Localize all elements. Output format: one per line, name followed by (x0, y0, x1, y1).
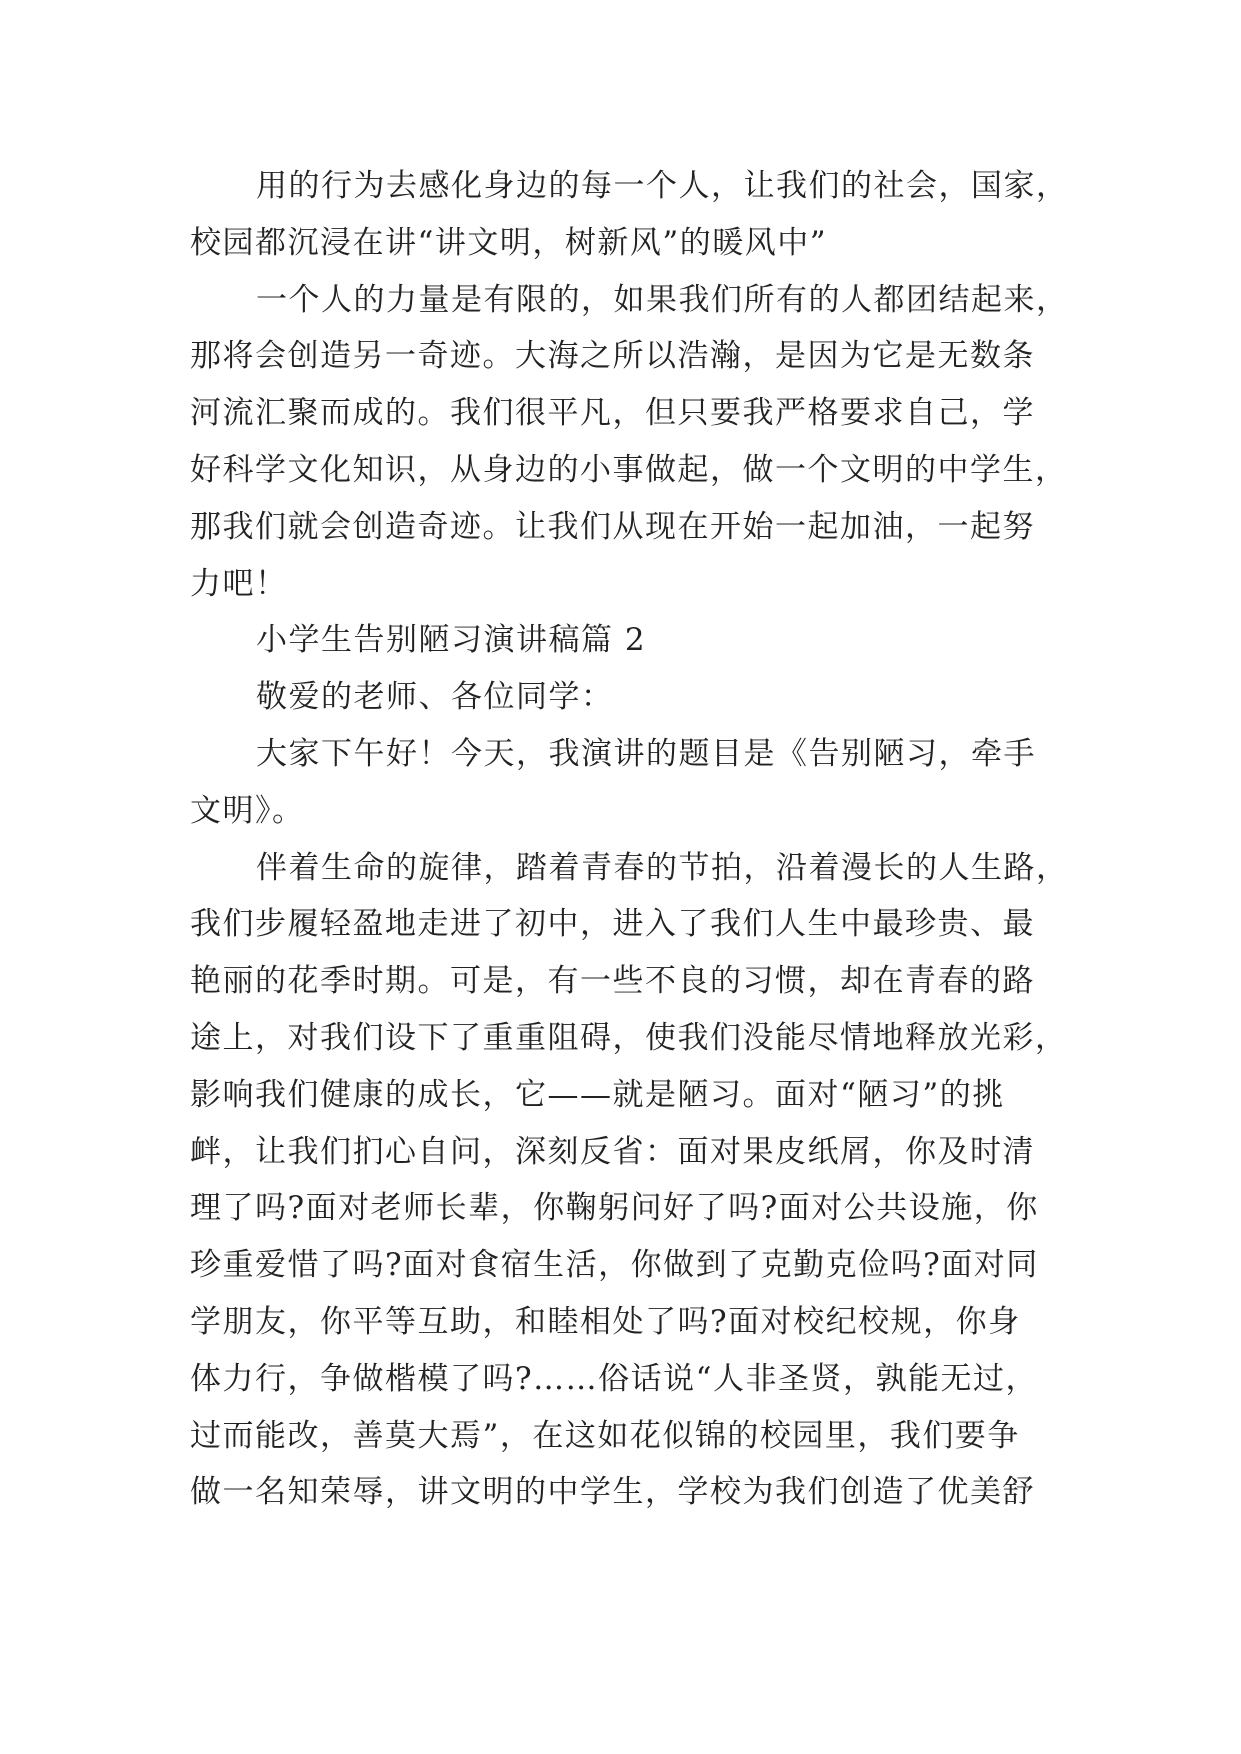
section-heading: 小学生告别陋习演讲稿篇 2 (256, 622, 647, 659)
text-line: 珍重爱惜了吗?面对食宿生活，你做到了克勤克俭吗?面对同 (190, 1247, 1039, 1284)
text-line: 我们步履轻盈地走进了初中，进入了我们人生中最珍贵、最 (190, 906, 1035, 943)
salutation: 敬爱的老师、各位同学： (256, 679, 614, 716)
text-line: 河流汇聚而成的。我们很平凡，但只要我严格要求自己，学 (190, 395, 1035, 432)
text-line: 用的行为去感化身边的每一个人，让我们的社会，国家， (256, 168, 1069, 204)
text-line: 体力行，争做楷模了吗?……俗话说“人非圣贤，孰能无过， (190, 1360, 1038, 1397)
text-line: 途上，对我们设下了重重阻碍，使我们没能尽情地释放光彩， (190, 1019, 1068, 1056)
text-line: 文明》。 (190, 792, 305, 829)
text-line: 伴着生命的旋律，踏着青春的节拍，沿着漫长的人生路， (256, 849, 1069, 886)
text-line: 大家下午好！今天，我演讲的题目是《告别陋习，牵手 (256, 735, 1036, 772)
text-line: 那我们就会创造奇迹。让我们从现在开始一起加油，一起努 (190, 508, 1035, 545)
text-line: 学朋友，你平等互助，和睦相处了吗?面对校纪校规，你身 (190, 1303, 1021, 1340)
text-line: 过而能改，善莫大焉”，在这如花似锦的校园里，我们要争 (190, 1417, 1020, 1454)
text-line: 衅，让我们扪心自问，深刻反省：面对果皮纸屑，你及时清 (190, 1133, 1035, 1170)
text-line: 校园都沉浸在讲“讲文明，树新风”的暖风中” (190, 224, 828, 261)
text-line: 力吧！ (190, 565, 288, 602)
text-line: 理了吗?面对老师长辈，你鞠躬问好了吗?面对公共设施，你 (190, 1190, 1039, 1227)
document-body (190, 158, 1080, 1521)
text-line: 做一名知荣辱，讲文明的中学生，学校为我们创造了优美舒 (190, 1474, 1035, 1511)
text-line: 一个人的力量是有限的，如果我们所有的人都团结起来， (256, 281, 1069, 318)
text-line: 艳丽的花季时期。可是，有一些不良的习惯，却在青春的路 (190, 963, 1035, 1000)
text-line: 那将会创造另一奇迹。大海之所以浩瀚，是因为它是无数条 (190, 338, 1035, 375)
text-line: 好科学文化知识，从身边的小事做起，做一个文明的中学生， (190, 451, 1068, 488)
text-line: 影响我们健康的成长，它——就是陋习。面对“陋习”的挑 (190, 1076, 1005, 1113)
